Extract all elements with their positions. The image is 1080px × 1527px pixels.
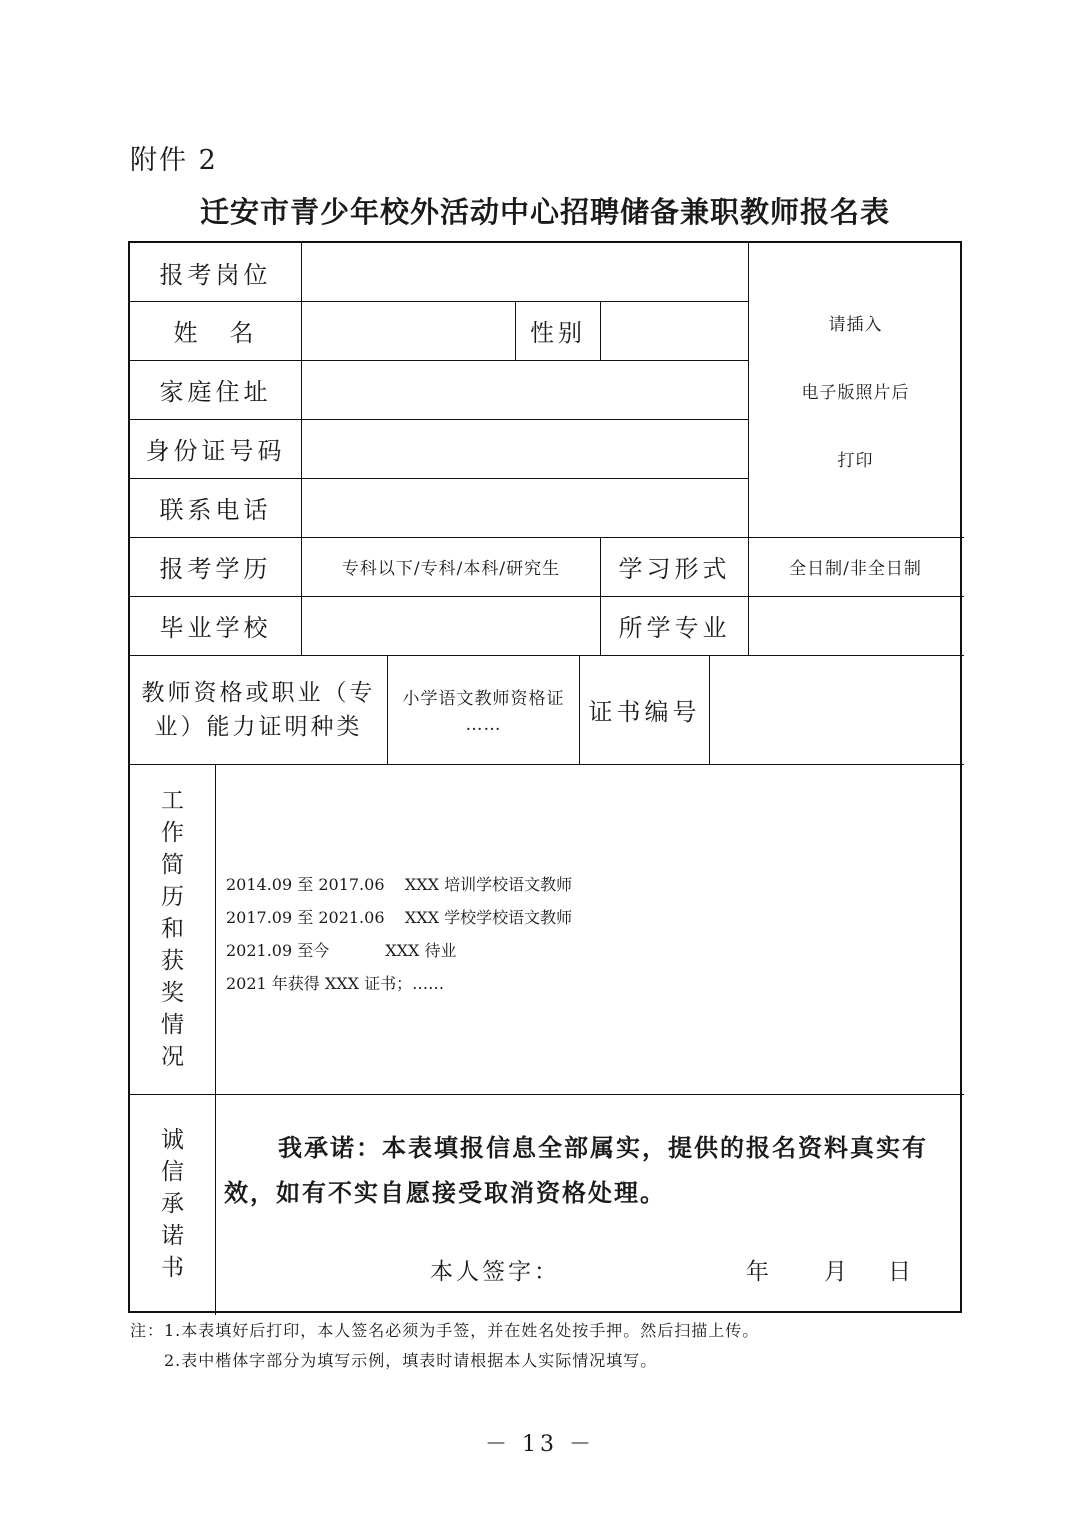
work-label-char: 简 [161,852,184,878]
work-history-line: 2021 年获得 XXX 证书；…… [226,974,445,993]
year-label: 年 [746,1259,772,1285]
address-label: 家庭住址 [159,378,272,406]
study-mode-value[interactable]: 全日制/非全日制 [789,559,922,579]
signature-field[interactable] [550,1251,740,1285]
phone-input[interactable] [302,478,748,537]
photo-hint-line-2: 电子版照片后 [801,382,910,403]
education-label: 报考学历 [159,555,272,583]
work-history-line: 2021.09 至今 XXX 待业 [226,941,457,960]
pledge-label-char: 诚 [161,1126,184,1153]
work-label-char: 历 [161,884,184,910]
position-label: 报考岗位 [159,260,272,289]
work-label-char: 和 [161,916,184,942]
photo-placeholder[interactable] [749,243,962,537]
certificate-type-ellipsis: …… [465,715,502,735]
work-history-line: 2014.09 至 2017.06 XXX 培训学校语文教师 [226,875,573,894]
certificate-number-input[interactable] [710,655,962,764]
page-number: － 13 － [485,1432,595,1457]
phone-label: 联系电话 [159,496,272,524]
certificate-type-value[interactable] [388,655,579,764]
study-mode-label: 学习形式 [618,555,731,583]
pledge-label-char: 信 [161,1158,184,1185]
work-label-char: 工 [161,788,184,814]
work-label-char: 作 [161,820,184,846]
pledge-label [130,1094,215,1313]
pledge-text-line-2: 效，如有不实自愿接受取消资格处理。 [224,1179,666,1207]
photo-hint-line-3: 打印 [837,450,874,471]
pledge-text-line-1: 我承诺：本表填报信息全部属实，提供的报名资料真实有 [278,1134,928,1162]
pledge-label-char: 承 [161,1190,184,1217]
attachment-label: 附件 2 [130,145,218,176]
signature-label: 本人签字： [430,1259,560,1285]
month-label: 月 [824,1259,850,1285]
address-input[interactable] [302,360,748,419]
gender-input[interactable] [601,301,748,360]
school-input[interactable] [302,596,600,655]
major-label: 所学专业 [618,614,731,642]
work-label-char: 情 [161,1012,184,1038]
name-label: 姓 名 [173,319,258,347]
certificate-type-label: 教师资格或职业（专业）能力证明种类 [141,679,376,740]
name-input[interactable] [302,301,515,360]
note-line-2: 2.表中楷体字部分为填写示例，填表时请根据本人实际情况填写。 [164,1351,658,1370]
work-label-char: 奖 [161,980,184,1006]
major-input[interactable] [749,596,962,655]
registration-form-table [128,241,962,1313]
form-title: 迁安市青少年校外活动中心招聘储备兼职教师报名表 [199,195,890,229]
pledge-label-char: 诺 [161,1222,184,1249]
gender-label: 性别 [530,319,586,347]
work-label-char: 况 [161,1044,184,1070]
pledge-label-char: 书 [161,1254,184,1281]
work-label-char: 获 [161,948,184,974]
work-history-content[interactable] [226,868,572,1000]
education-value[interactable]: 专科以下/专科/本科/研究生 [341,559,561,579]
work-history-line: 2017.09 至 2021.06 XXX 学校学校语文教师 [226,908,573,927]
photo-hint-line-1: 请插入 [828,314,883,335]
note-line-1: 注：1.本表填好后打印，本人签名必须为手签，并在姓名处按手押。然后扫描上传。 [130,1321,760,1340]
id-number-input[interactable] [302,419,748,478]
certificate-number-label: 证书编号 [588,698,701,726]
work-history-label [130,764,215,1094]
certificate-type-text: 小学语文教师资格证 [402,689,565,709]
school-label: 毕业学校 [159,614,272,642]
id-number-label: 身份证号码 [145,437,286,465]
day-label: 日 [888,1259,914,1285]
position-input[interactable] [302,243,748,301]
